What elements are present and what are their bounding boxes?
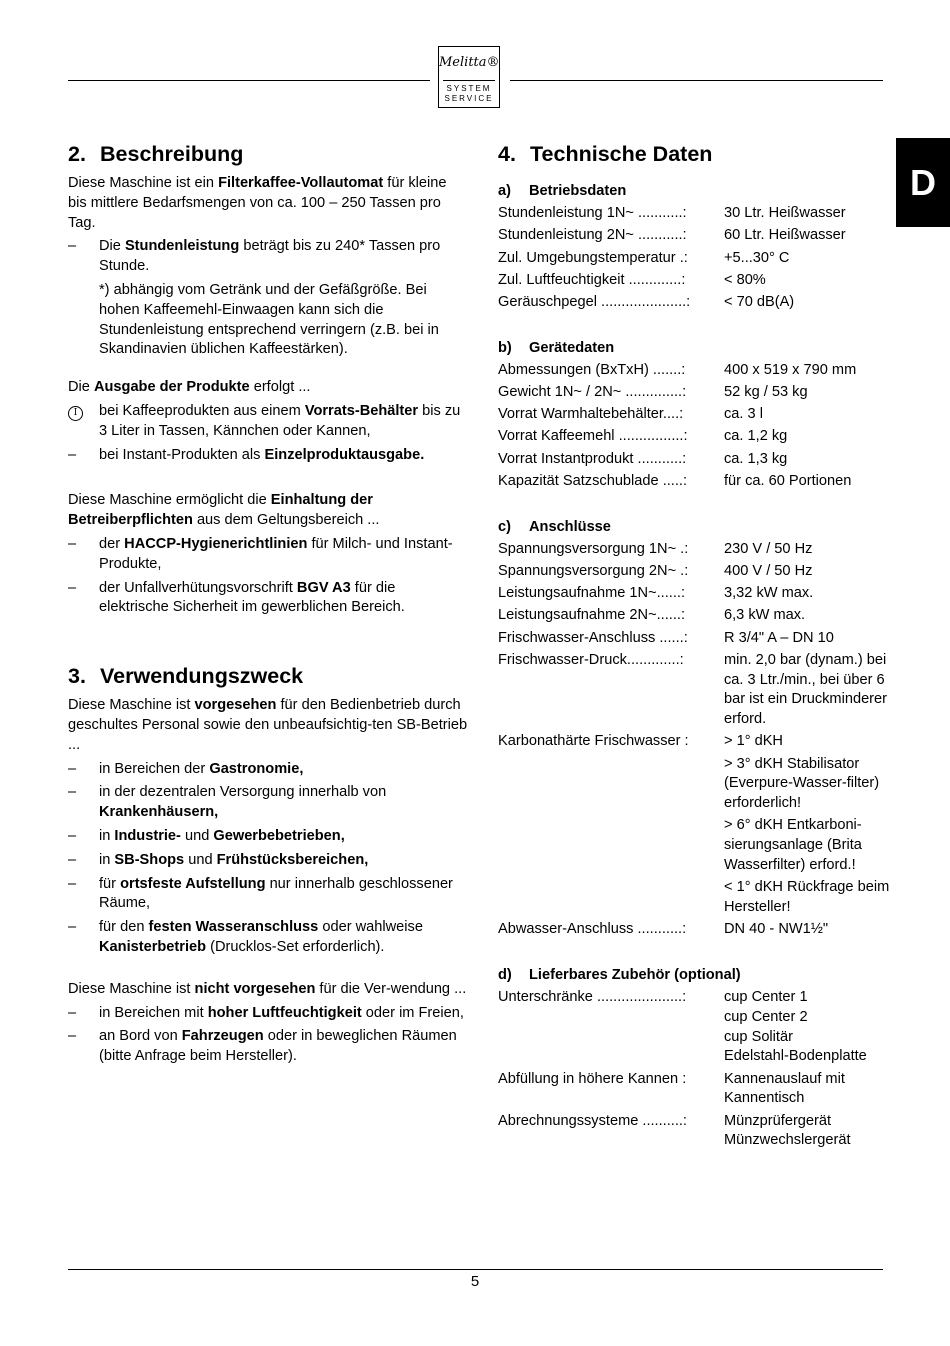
section-2-heading: 2. Beschreibung xyxy=(68,142,244,166)
s2-intro: Diese Maschine ist ein Filterkaffee-Vollautomat für kleine bis mittlere Bedarfsmengen von ca. 100 – 250 Tassen pro Tag. xyxy=(68,175,447,231)
spec-row xyxy=(498,226,890,246)
header-rule-right xyxy=(510,80,883,81)
spec-value: 6,3 kW max. xyxy=(724,607,806,624)
list-item: – bei Instant-Produkten als Einzelproduktausgabe. xyxy=(68,446,425,463)
spec-label: Spannungsversorgung 1N~ .: xyxy=(498,540,689,557)
list-item: I bei Kaffeeprodukten aus einem Vorrats-Behälter bis zu 3 Liter in Tassen, Kännchen oder Kannen, xyxy=(68,402,468,442)
spec-value: Kannenauslauf mit Kannentisch xyxy=(724,1070,845,1107)
list-item: – an Bord von Fahrzeugen oder in beweglichen Räumen (bitte Anfrage beim Hersteller). xyxy=(68,1028,457,1065)
spec-label: Zul. Umgebungstemperatur .: xyxy=(498,249,688,266)
language-tab: D xyxy=(896,138,950,227)
spec-value: ca. 1,2 kg xyxy=(724,428,788,445)
spec-label: Stundenleistung 2N~ ...........: xyxy=(498,227,687,244)
spec-label: Spannungsversorgung 2N~ .: xyxy=(498,563,689,580)
spec-label: Geräuschpegel .....................: xyxy=(498,293,691,310)
spec-value: für ca. 60 Portionen xyxy=(724,472,852,489)
spec-value: < 1° dKH Rückfrage beim Hersteller! xyxy=(724,879,890,915)
spec-row xyxy=(498,920,890,940)
spec-label: Leistungsaufnahme 1N~......: xyxy=(498,585,685,602)
list-item: – in Industrie- und Gewerbebetrieben, xyxy=(68,827,345,844)
list-item: – der Unfallverhütungsvorschrift BGV A3 für die elektrische Sicherheit im gewerblichen Bereich. xyxy=(68,579,405,616)
spec-value: 60 Ltr. Heißwasser xyxy=(724,227,846,244)
melitta-logo xyxy=(438,46,500,108)
spec-row xyxy=(498,651,890,730)
list-item: – in SB-Shops und Frühstücksbereichen, xyxy=(68,851,369,868)
spec-row xyxy=(498,629,890,649)
spec-row xyxy=(498,584,890,604)
spec-value: 3,32 kW max. xyxy=(724,585,814,602)
spec-value: R 3/4" A – DN 10 xyxy=(724,629,834,646)
spec-value: ca. 1,3 kg xyxy=(724,450,788,467)
spec-row xyxy=(498,540,890,560)
spec-label: Abrechnungssysteme ..........: xyxy=(498,1112,687,1129)
spec-value: 52 kg / 53 kg xyxy=(724,384,808,401)
spec-row xyxy=(498,606,890,626)
spec-label: Abwasser-Anschluss ...........: xyxy=(498,921,687,938)
header-rule-left xyxy=(68,80,430,81)
spec-value: < 80% xyxy=(724,271,766,288)
spec-label: Abfüllung in höhere Kannen : xyxy=(498,1070,687,1087)
spec-row xyxy=(498,1070,890,1110)
spec-row xyxy=(498,427,890,447)
spec-row xyxy=(498,562,890,582)
spec-row xyxy=(498,405,890,425)
footer-rule xyxy=(68,1269,883,1270)
spec-row xyxy=(498,816,890,875)
section-3-heading: 3. Verwendungszweck xyxy=(68,664,304,689)
spec-label: Vorrat Warmhaltebehälter....: xyxy=(498,406,684,423)
spec-label: Karbonathärte Frischwasser : xyxy=(498,733,689,750)
s3-intro: Diese Maschine ist vorgesehen für den Bedienbetrieb durch geschultes Personal sowie den unbeaufsichtig-ten SB-Betrieb ... xyxy=(68,697,468,753)
spec-label: Kapazität Satzschublade .....: xyxy=(498,472,688,489)
spec-row xyxy=(498,293,890,313)
spec-value: < 70 dB(A) xyxy=(724,293,795,310)
spec-value: > 6° dKH Entkarboni-sierungsanlage (Brita Wasserfilter) erford.! xyxy=(724,817,862,873)
spec-row xyxy=(498,1112,890,1152)
spec-group-c: c) Anschlüsse Spannungsversorgung 1N~ .: 230 V / 50 Hz Spannungsversorgung 2N~ .: 400 V / 50 Hz Leistungsaufnahme 1N~......: 3,32 kW max. Leistungsaufnahme 2N~......: 6,3 kW max. Frischwasser-Anschluss ......: R 3/4" A – DN 10 Frischwasser-Druck.............: min. 2,0 bar (dynam.) bei ca. 3 Ltr./min., bei über 6 bar ist ein Druckminderer erford. Karbonathärte Frischwasser : > 1° dKH > 3° dKH Stabilisator (Everpure-Wasser-filter) erforderlich! > 6° dKH Entkarboni-sierungsanlage (Brita Wasserfilter) erford.! < 1° dKH Rückfrage beim Hersteller! Abwasser-Anschluss ...........: DN 40 - NW1½" xyxy=(498,518,890,940)
spec-value: min. 2,0 bar (dynam.) bei ca. 3 Ltr./min., bei über 6 bar ist ein Druckminderer erford. xyxy=(724,651,888,728)
spec-label: Frischwasser-Anschluss ......: xyxy=(498,629,688,646)
spec-row xyxy=(498,472,890,492)
logo-system-service: SYSTEM SERVICE xyxy=(444,84,494,103)
spec-label: Gewicht 1N~ / 2N~ ..............: xyxy=(498,384,687,401)
spec-label xyxy=(498,755,724,814)
spec-row xyxy=(498,755,890,814)
spec-row xyxy=(498,988,890,1067)
spec-value: 400 V / 50 Hz xyxy=(724,563,813,580)
spec-row xyxy=(498,204,890,224)
spec-value: ca. 3 l xyxy=(724,406,763,423)
spec-group-b: b) Gerätedaten Abmessungen (BxTxH) .......: 400 x 519 x 790 mm Gewicht 1N~ / 2N~ ..............: 52 kg / 53 kg Vorrat Warmhaltebehälter....: ca. 3 l Vorrat Kaffeemehl ................: ca. 1,2 kg Vorrat Instantprodukt ...........: ca. 1,3 kg Kapazität Satzschublade .....: für ca. 60 Portionen xyxy=(498,339,890,492)
s3-not-intended: Diese Maschine ist nicht vorgesehen für die Ver-wendung ... xyxy=(68,980,467,997)
spec-label: Vorrat Instantprodukt ...........: xyxy=(498,450,687,467)
s2-comply: Diese Maschine ermöglicht die Einhaltung der Betreiberpflichten aus dem Geltungsbereich ... xyxy=(68,492,380,529)
spec-row xyxy=(498,361,890,381)
number-one-icon: I xyxy=(68,406,83,421)
spec-value: DN 40 - NW1½" xyxy=(724,921,829,938)
right-column xyxy=(498,140,890,1151)
spec-value: > 1° dKH xyxy=(724,733,783,750)
spec-row xyxy=(498,450,890,470)
spec-value: > 3° dKH Stabilisator (Everpure-Wasser-filter) erforderlich! xyxy=(724,755,880,812)
spec-value: 400 x 519 x 790 mm xyxy=(724,361,857,378)
list-item: – in der dezentralen Versorgung innerhalb von Krankenhäusern, xyxy=(68,784,387,821)
spec-label: Stundenleistung 1N~ ...........: xyxy=(498,205,687,222)
s2-footnote: *) abhängig vom Getränk und der Gefäßgröße. Bei hohen Kaffeemehl-Einwaagen kann sich die Stundenleistung entsprechend verringern (z.B. bei in Skandinavien üblichen Kaffeestärken). xyxy=(99,281,439,358)
spec-label xyxy=(498,878,724,918)
spec-value: +5...30° C xyxy=(724,249,790,266)
left-column xyxy=(68,140,468,1067)
list-item: – der HACCP-Hygienerichtlinien für Milch- und Instant-Produkte, xyxy=(68,535,453,572)
spec-value: 30 Ltr. Heißwasser xyxy=(724,205,846,222)
spec-row xyxy=(498,732,890,752)
list-item: – Die Stundenleistung beträgt bis zu 240* Tassen pro Stunde. xyxy=(68,238,441,275)
spec-row xyxy=(498,249,890,269)
spec-value: 230 V / 50 Hz xyxy=(724,540,813,557)
list-item: – für ortsfeste Aufstellung nur innerhalb geschlossener Räume, xyxy=(68,875,453,912)
spec-label: Vorrat Kaffeemehl ................: xyxy=(498,428,688,445)
list-item: – in Bereichen der Gastronomie, xyxy=(68,760,304,777)
spec-value: Münzprüfergerät Münzwechslergerät xyxy=(724,1112,851,1149)
list-item: – in Bereichen mit hoher Luftfeuchtigkeit oder im Freien, xyxy=(68,1004,464,1021)
section-4-heading: 4. Technische Daten xyxy=(498,142,713,166)
spec-label: Leistungsaufnahme 2N~......: xyxy=(498,607,685,624)
spec-label: Zul. Luftfeuchtigkeit .............: xyxy=(498,271,686,288)
logo-brand: Melitta® xyxy=(439,55,500,70)
list-item: – für den festen Wasseranschluss oder wahlweise Kanisterbetrieb (Drucklos-Set erforderlich). xyxy=(68,919,423,955)
spec-row xyxy=(498,383,890,403)
spec-label: Frischwasser-Druck.............: xyxy=(498,651,684,668)
spec-label: Abmessungen (BxTxH) .......: xyxy=(498,361,686,378)
spec-label xyxy=(498,816,724,875)
s2-output: Die Ausgabe der Produkte erfolgt ... xyxy=(68,379,311,396)
spec-group-d: d) Lieferbares Zubehör (optional) Unterschränke .....................: cup Center 1 cup Center 2 cup Solitär Edelstahl-Bodenplatte Abfüllung in höhere Kannen : Kannenauslauf mit Kannentisch Abrechnungssysteme ..........: Münzprüfergerät Münzwechslergerät xyxy=(498,966,890,1151)
spec-label: Unterschränke .....................: xyxy=(498,989,687,1006)
spec-row xyxy=(498,271,890,291)
spec-value: cup Center 1 cup Center 2 cup Solitär Edelstahl-Bodenplatte xyxy=(724,989,867,1065)
page-number: 5 xyxy=(470,1273,480,1290)
spec-group-a: a) Betriebsdaten Stundenleistung 1N~ ...........: 30 Ltr. Heißwasser Stundenleistung 2N~ ...........: 60 Ltr. Heißwasser Zul. Umgebungstemperatur .: +5...30° C Zul. Luftfeuchtigkeit .............: < 80% Geräuschpegel .....................: < 70 dB(A) xyxy=(498,182,890,313)
spec-row xyxy=(498,878,890,918)
